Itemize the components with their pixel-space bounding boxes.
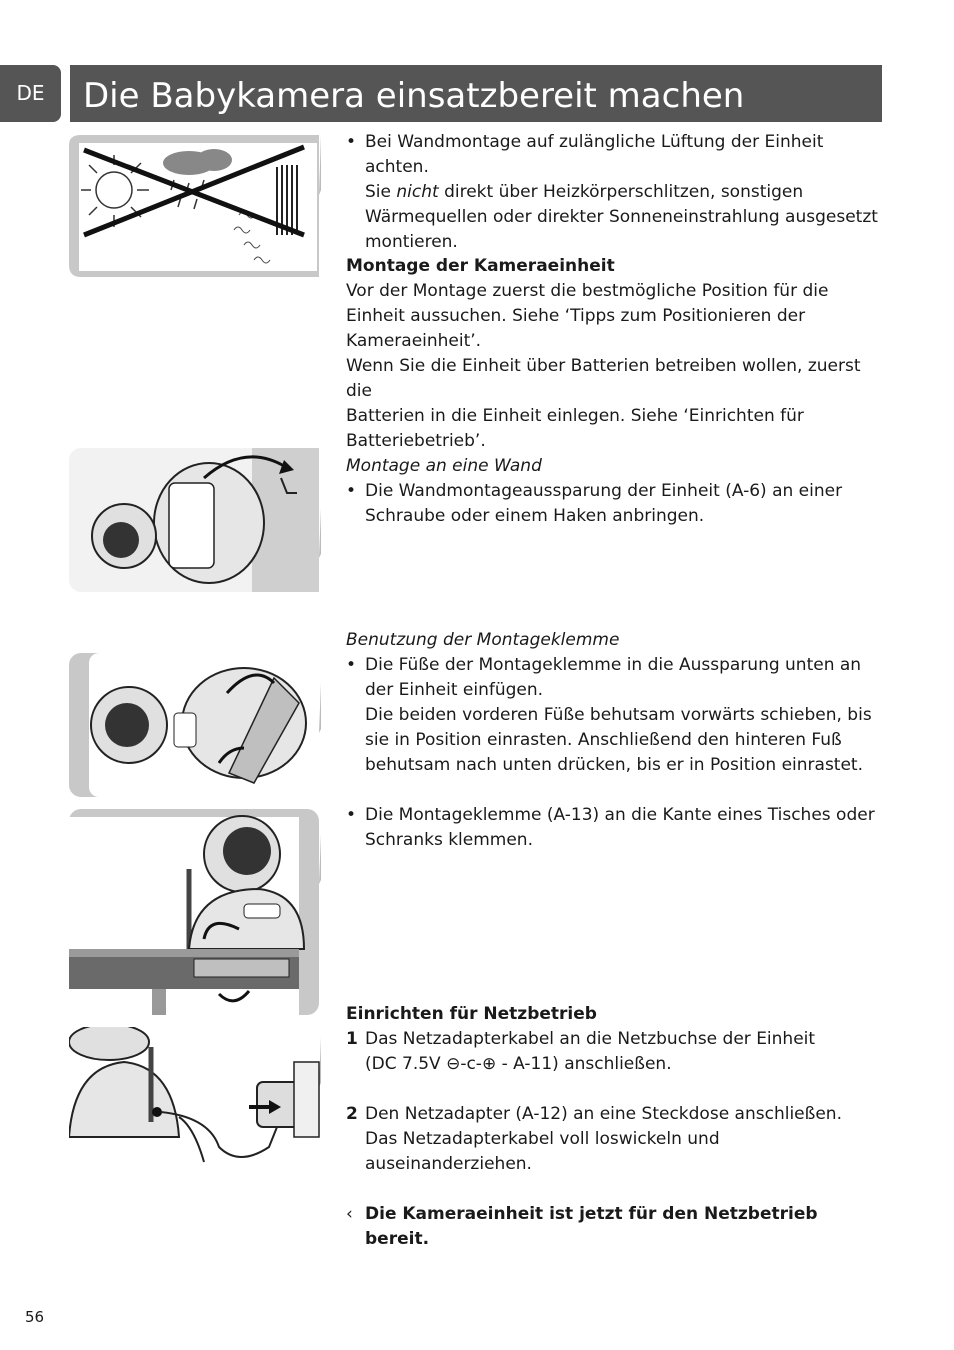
- result-line-2: bereit.: [365, 1229, 430, 1249]
- mounting-heading: Montage der Kameraeinheit: [346, 256, 615, 276]
- table-clamp-illustration: [69, 809, 321, 1015]
- mounting-line: Wenn Sie die Einheit über Batterien betreiben wollen, zuerst die: [346, 356, 861, 401]
- wall-mount-subheading: Montage an eine Wand: [346, 456, 542, 476]
- clamp-line: Schranks klemmen.: [365, 830, 533, 850]
- step-number: 1: [346, 1029, 358, 1049]
- ventilation-line-1: Bei Wandmontage auf zulängliche Lüftung der Einheit achten.: [365, 132, 824, 177]
- power-heading: Einrichten für Netzbetrieb: [346, 1004, 597, 1024]
- result-line-1: Die Kameraeinheit ist jetzt für den Netzbetrieb: [365, 1204, 818, 1224]
- step-2: [346, 1102, 886, 1177]
- dc-socket: [152, 1107, 162, 1117]
- ventilation-line-4: montieren.: [365, 232, 458, 252]
- page-title: Die Babykamera einsatzbereit machen: [83, 76, 745, 116]
- step-number: 2: [346, 1104, 358, 1124]
- clamp-line: behutsam nach unten drücken, bis er in Position einrastet.: [365, 755, 863, 775]
- mounting-line: Batterien in die Einheit einlegen. Siehe ‘Einrichten für: [346, 406, 804, 426]
- result-arrow-icon: ‹: [346, 1204, 353, 1224]
- mounting-line: Vor der Montage zuerst die bestmögliche Position für die: [346, 281, 829, 301]
- wall-mount-section: [346, 454, 886, 529]
- bullet-mark: •: [346, 132, 357, 152]
- ventilation-line-2: Sie nicht direkt über Heizkörperschlitzen, sonstigen: [365, 182, 804, 202]
- ventilation-line-3: Wärmequellen oder direkter Sonneneinstrahlung ausgesetzt: [365, 207, 878, 227]
- clamp-subheading: Benutzung der Montageklemme: [346, 630, 620, 650]
- clamp-line: Die beiden vorderen Füße behutsam vorwärts schieben, bis: [365, 705, 872, 725]
- ventilation-warning-illustration: [69, 135, 321, 277]
- mounting-line: Batteriebetrieb’.: [346, 431, 486, 451]
- clamp-section: [346, 628, 886, 853]
- polarity-symbol-icon: ⊖-ϲ-⊕: [446, 1054, 497, 1074]
- clamp-line: Die Montageklemme (A-13) an die Kante eines Tisches oder: [365, 805, 875, 825]
- step-1: [346, 1027, 886, 1077]
- clamp-line: Die Füße der Montageklemme in die Aussparung unten an: [365, 655, 862, 675]
- mounting-section: [346, 254, 886, 454]
- mounting-line: Einheit aussuchen. Siehe ‘Tipps zum Positionieren der: [346, 306, 806, 326]
- bullet-mark: •: [346, 805, 357, 825]
- page-number: 56: [25, 1308, 45, 1326]
- emphasis-nicht: nicht: [396, 182, 439, 202]
- bullet-mark: •: [346, 655, 357, 675]
- wall-mount-illustration: [69, 448, 321, 592]
- clamp-line: der Einheit einfügen.: [365, 680, 544, 700]
- step-2-line-2: Das Netzadapterkabel voll loswickeln und auseinanderziehen.: [365, 1129, 720, 1174]
- wall-line: Die Wandmontageaussparung der Einheit (A-6) an einer: [365, 481, 843, 501]
- mounting-line: Kameraeinheit’.: [346, 331, 482, 351]
- step-2-line-1: Den Netzadapter (A-12) an eine Steckdose anschließen.: [365, 1104, 842, 1124]
- result-note: [346, 1202, 886, 1252]
- step-1-line-2: (DC 7.5V ⊖-ϲ-⊕ - A-11) anschließen.: [365, 1054, 672, 1074]
- wall-socket-icon: [294, 1062, 319, 1137]
- ventilation-section: [346, 130, 886, 255]
- step-1-line-1: Das Netzadapterkabel an die Netzbuchse der Einheit: [365, 1029, 816, 1049]
- clamp-insertion-illustration: [69, 653, 321, 797]
- clamp-line: sie in Position einrasten. Anschließend den hinteren Fuß: [365, 730, 842, 750]
- wall-line: Schraube oder einem Haken anbringen.: [365, 506, 705, 526]
- bullet-mark: •: [346, 481, 357, 501]
- language-tab: DE: [0, 65, 61, 122]
- power-adapter-illustration: [69, 1027, 321, 1171]
- power-section: [346, 1002, 886, 1252]
- title-bar: [70, 65, 882, 122]
